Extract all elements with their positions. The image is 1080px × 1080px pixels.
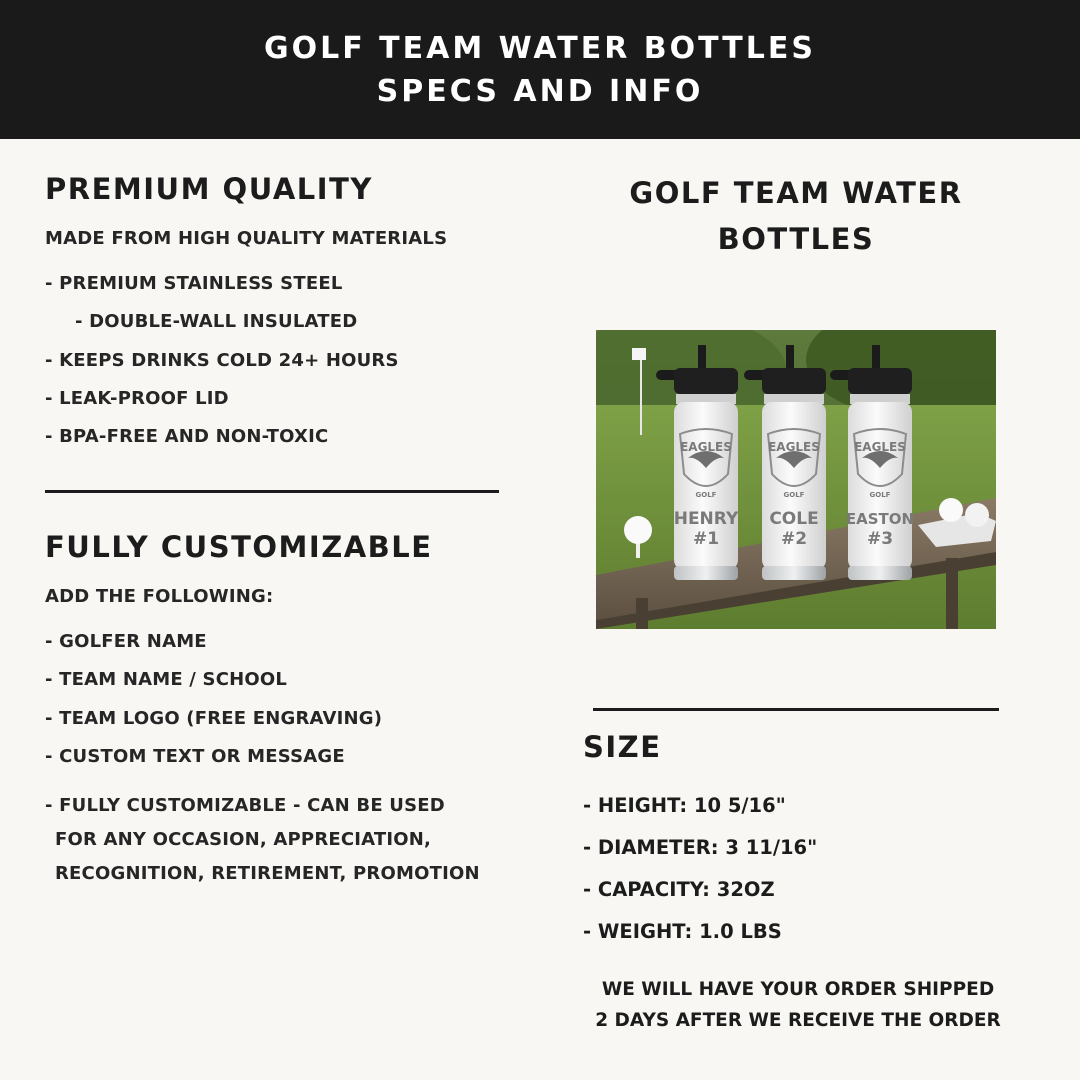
size-item: - DIAMETER: 3 11/16" bbox=[583, 836, 818, 859]
product-title-line2: BOTTLES bbox=[717, 222, 875, 256]
premium-item: - LEAK-PROOF LID bbox=[45, 388, 229, 409]
bottle-2-logo-text: EAGLES bbox=[768, 440, 820, 454]
premium-item: - KEEPS DRINKS COLD 24+ HOURS bbox=[45, 350, 399, 371]
bottle-2-sport-text: GOLF bbox=[783, 491, 805, 499]
custom-note-line: FOR ANY OCCASION, APPRECIATION, bbox=[55, 829, 432, 850]
custom-note-line: - FULLY CUSTOMIZABLE - CAN BE USED bbox=[45, 795, 445, 816]
shipping-note-line2: 2 DAYS AFTER WE RECEIVE THE ORDER bbox=[595, 1010, 1001, 1031]
product-photo-illustration bbox=[596, 330, 996, 629]
product-title bbox=[596, 170, 996, 262]
bottle-3-number: #3 bbox=[866, 529, 894, 549]
custom-item: - TEAM LOGO (FREE ENGRAVING) bbox=[45, 708, 383, 729]
premium-item: - DOUBLE-WALL INSULATED bbox=[75, 311, 358, 332]
customizable-heading: FULLY CUSTOMIZABLE bbox=[45, 530, 433, 564]
bottle-3-sport-text: GOLF bbox=[869, 491, 891, 499]
bottle-1-number: #1 bbox=[692, 529, 720, 549]
bottle-3-name: EASTON bbox=[845, 510, 915, 528]
bottle-3-logo-text: EAGLES bbox=[854, 440, 906, 454]
bottle-1-sport-text: GOLF bbox=[695, 491, 717, 499]
custom-item: - CUSTOM TEXT OR MESSAGE bbox=[45, 746, 345, 767]
page-header bbox=[0, 0, 1080, 139]
premium-item: - BPA-FREE AND NON-TOXIC bbox=[45, 426, 329, 447]
section-divider bbox=[45, 490, 499, 493]
size-item: - HEIGHT: 10 5/16" bbox=[583, 794, 786, 817]
size-item: - CAPACITY: 32OZ bbox=[583, 878, 775, 901]
premium-item: - PREMIUM STAINLESS STEEL bbox=[45, 273, 343, 294]
product-title-line1: GOLF TEAM WATER bbox=[629, 176, 963, 210]
customizable-subheading: ADD THE FOLLOWING: bbox=[45, 586, 274, 607]
shipping-note-line1: WE WILL HAVE YOUR ORDER SHIPPED bbox=[601, 979, 995, 1000]
custom-note-line: RECOGNITION, RETIREMENT, PROMOTION bbox=[55, 863, 480, 884]
size-heading: SIZE bbox=[583, 730, 662, 764]
header-title-line2: SPECS AND INFO bbox=[376, 73, 704, 109]
product-photo bbox=[596, 330, 996, 629]
shipping-note bbox=[560, 974, 1036, 1036]
premium-quality-heading: PREMIUM QUALITY bbox=[45, 172, 373, 206]
bottle-1-name: HENRY bbox=[673, 509, 739, 529]
custom-item: - TEAM NAME / SCHOOL bbox=[45, 669, 288, 690]
bottle-1-logo-text: EAGLES bbox=[680, 440, 732, 454]
header-title-line1: GOLF TEAM WATER BOTTLES bbox=[264, 30, 816, 66]
bottle-2-name: COLE bbox=[769, 509, 819, 529]
premium-quality-subheading: MADE FROM HIGH QUALITY MATERIALS bbox=[45, 228, 448, 249]
custom-item: - GOLFER NAME bbox=[45, 631, 207, 652]
size-item: - WEIGHT: 1.0 LBS bbox=[583, 920, 782, 943]
size-divider bbox=[593, 708, 999, 711]
bottle-2-number: #2 bbox=[780, 529, 808, 549]
